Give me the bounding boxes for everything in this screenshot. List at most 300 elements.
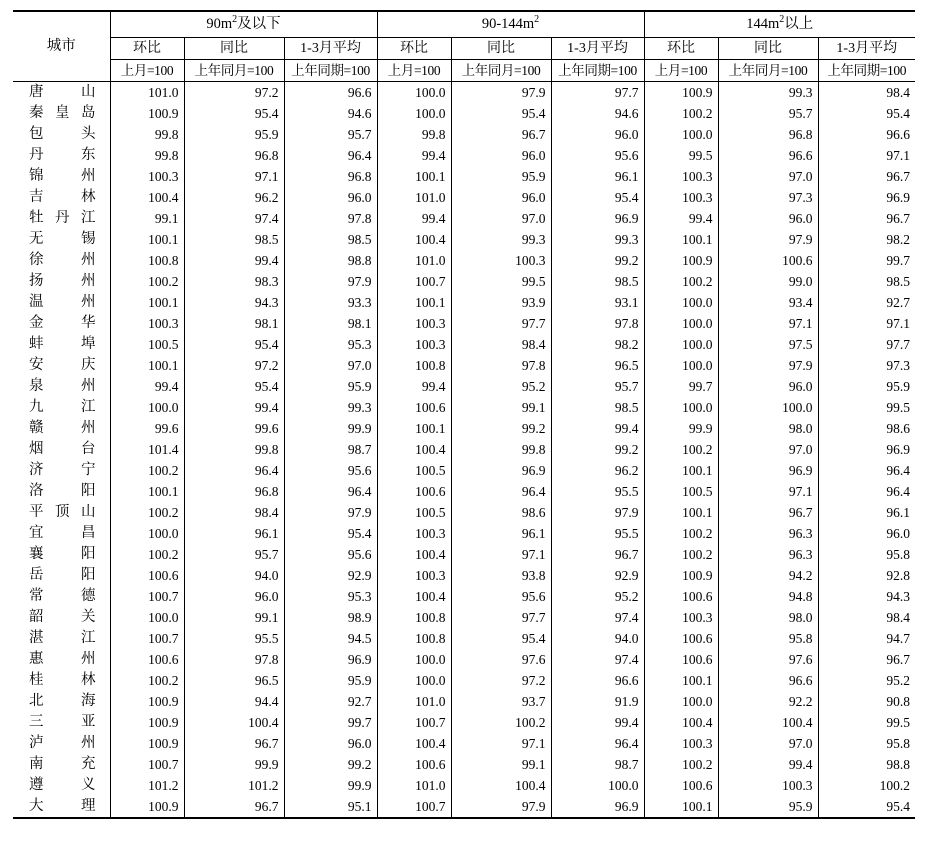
index-value: 93.7 <box>451 691 551 712</box>
city-name: 大理 <box>13 796 110 818</box>
index-value: 100.2 <box>451 712 551 733</box>
index-value: 99.4 <box>184 250 284 271</box>
index-value: 98.1 <box>284 313 377 334</box>
index-value: 99.1 <box>451 754 551 775</box>
index-value: 96.2 <box>551 460 644 481</box>
index-value: 97.5 <box>718 334 818 355</box>
index-value: 98.1 <box>184 313 284 334</box>
index-value: 95.7 <box>184 544 284 565</box>
index-value: 100.9 <box>644 82 718 104</box>
index-value: 100.9 <box>110 796 184 818</box>
index-value: 97.0 <box>718 733 818 754</box>
index-value: 96.1 <box>184 523 284 544</box>
index-value: 97.4 <box>551 649 644 670</box>
index-value: 95.6 <box>284 544 377 565</box>
index-value: 99.4 <box>377 376 451 397</box>
table-row <box>13 229 915 250</box>
index-value: 97.1 <box>451 733 551 754</box>
table-row <box>13 628 915 649</box>
city-name: 丹东 <box>13 145 110 166</box>
index-value: 98.5 <box>551 271 644 292</box>
index-value: 97.0 <box>451 208 551 229</box>
table-row <box>13 418 915 439</box>
table-row <box>13 565 915 586</box>
index-value: 99.5 <box>644 145 718 166</box>
index-value: 100.0 <box>377 82 451 104</box>
index-value: 99.4 <box>551 418 644 439</box>
index-value: 100.2 <box>110 670 184 691</box>
index-value: 95.3 <box>284 586 377 607</box>
index-value: 100.4 <box>377 229 451 250</box>
index-value: 98.8 <box>886 757 911 772</box>
base-same-month-last-year: 上年同月=100 <box>718 60 818 82</box>
group-header-90-144: $90-144m^2$ <box>377 11 644 38</box>
index-value: 99.3 <box>451 229 551 250</box>
index-value: 100.0 <box>644 313 718 334</box>
index-value: 100.6 <box>377 754 451 775</box>
index-value: 95.9 <box>284 376 377 397</box>
index-value: 97.7 <box>551 82 644 104</box>
index-value: 96.9 <box>718 460 818 481</box>
index-value: 97.7 <box>886 337 911 352</box>
index-value: 96.4 <box>886 463 911 478</box>
city-name: 平顶山 <box>13 502 110 523</box>
index-value: 96.4 <box>451 481 551 502</box>
index-value: 100.8 <box>110 250 184 271</box>
index-value: 100.0 <box>644 124 718 145</box>
index-value: 91.9 <box>551 691 644 712</box>
index-value: 96.6 <box>886 127 911 142</box>
table-row <box>13 145 915 166</box>
city-name: 锦州 <box>13 166 110 187</box>
index-value: 96.0 <box>718 208 818 229</box>
index-value: 99.3 <box>551 229 644 250</box>
index-value: 97.9 <box>451 82 551 104</box>
index-value: 96.7 <box>184 733 284 754</box>
index-value: 97.1 <box>886 148 911 163</box>
index-value: 96.0 <box>451 187 551 208</box>
index-value: 99.3 <box>718 82 818 104</box>
index-value: 95.6 <box>451 586 551 607</box>
city-name: 湛江 <box>13 628 110 649</box>
index-value: 96.5 <box>551 355 644 376</box>
index-value: 100.2 <box>644 439 718 460</box>
index-value: 97.3 <box>886 358 911 373</box>
index-value: 95.4 <box>551 187 644 208</box>
city-name: 惠州 <box>13 649 110 670</box>
index-value: 94.4 <box>184 691 284 712</box>
index-value: 96.0 <box>551 124 644 145</box>
index-value: 95.9 <box>451 166 551 187</box>
index-value: 100.0 <box>377 670 451 691</box>
index-value: 100.3 <box>377 565 451 586</box>
index-value: 96.8 <box>184 481 284 502</box>
index-value: 99.9 <box>184 754 284 775</box>
index-value: 100.2 <box>644 271 718 292</box>
table-row <box>13 733 915 754</box>
base-last-month: 上月=100 <box>110 60 184 82</box>
index-value: 100.2 <box>110 271 184 292</box>
subheader-mom: 环比 <box>110 38 184 60</box>
city-name: 安庆 <box>13 355 110 376</box>
index-value: 96.0 <box>451 145 551 166</box>
index-value: 100.1 <box>377 166 451 187</box>
base-last-month: 上月=100 <box>377 60 451 82</box>
index-value: 99.7 <box>644 376 718 397</box>
index-value: 98.8 <box>284 250 377 271</box>
index-value: 101.0 <box>377 691 451 712</box>
index-value: 95.5 <box>551 523 644 544</box>
index-value: 94.0 <box>184 565 284 586</box>
index-value: 94.6 <box>551 103 644 124</box>
index-value: 95.9 <box>284 670 377 691</box>
index-value: 94.2 <box>718 565 818 586</box>
index-value: 100.0 <box>644 355 718 376</box>
index-value: 100.6 <box>644 586 718 607</box>
index-value: 100.9 <box>644 250 718 271</box>
index-value: 100.1 <box>644 796 718 818</box>
index-value: 100.9 <box>110 691 184 712</box>
city-name: 徐州 <box>13 250 110 271</box>
index-value: 98.2 <box>551 334 644 355</box>
index-value: 90.8 <box>886 694 911 709</box>
index-value: 100.7 <box>110 586 184 607</box>
index-value: 100.2 <box>110 460 184 481</box>
index-value: 96.0 <box>284 187 377 208</box>
index-value: 97.4 <box>551 607 644 628</box>
index-value: 97.9 <box>451 796 551 818</box>
index-value: 95.8 <box>886 736 911 751</box>
index-value: 100.3 <box>644 166 718 187</box>
index-value: 97.9 <box>551 502 644 523</box>
index-value: 96.7 <box>451 124 551 145</box>
index-value: 99.5 <box>886 715 911 730</box>
index-value: 101.4 <box>110 439 184 460</box>
index-value: 98.4 <box>451 334 551 355</box>
index-value: 97.2 <box>184 82 284 104</box>
index-value: 99.9 <box>284 775 377 796</box>
index-value: 94.6 <box>284 103 377 124</box>
index-value: 100.3 <box>377 523 451 544</box>
index-value: 100.0 <box>110 397 184 418</box>
index-value: 92.7 <box>886 295 911 310</box>
index-value: 100.0 <box>110 607 184 628</box>
index-value: 97.0 <box>284 355 377 376</box>
index-value: 96.9 <box>886 442 911 457</box>
index-value: 95.6 <box>284 460 377 481</box>
index-value: 96.4 <box>551 733 644 754</box>
subheader-mom: 环比 <box>644 38 718 60</box>
index-value: 96.7 <box>886 211 911 226</box>
index-value: 95.4 <box>886 106 911 121</box>
index-value: 95.2 <box>886 673 911 688</box>
index-value: 97.9 <box>284 271 377 292</box>
index-value: 96.6 <box>718 670 818 691</box>
index-value: 100.8 <box>377 628 451 649</box>
base-same-month-last-year: 上年同月=100 <box>451 60 551 82</box>
index-value: 100.2 <box>879 778 911 793</box>
index-value: 100.0 <box>718 397 818 418</box>
city-name: 洛阳 <box>13 481 110 502</box>
index-value: 97.7 <box>451 313 551 334</box>
index-value: 98.6 <box>451 502 551 523</box>
index-value: 100.1 <box>644 460 718 481</box>
index-value: 97.1 <box>451 544 551 565</box>
index-value: 100.4 <box>718 712 818 733</box>
index-value: 96.5 <box>184 670 284 691</box>
index-value: 100.2 <box>644 544 718 565</box>
table-row <box>13 103 915 124</box>
index-value: 96.9 <box>451 460 551 481</box>
index-value: 99.5 <box>886 400 911 415</box>
index-value: 95.8 <box>886 547 911 562</box>
city-name: 无锡 <box>13 229 110 250</box>
price-index-table <box>13 10 915 819</box>
index-value: 100.1 <box>110 481 184 502</box>
index-value: 100.5 <box>377 460 451 481</box>
table-row <box>13 649 915 670</box>
index-value: 100.1 <box>644 502 718 523</box>
index-value: 95.9 <box>184 124 284 145</box>
subheader-avg: 1-3月平均 <box>284 38 377 60</box>
table-row <box>13 712 915 733</box>
table-row <box>13 754 915 775</box>
index-value: 97.8 <box>551 313 644 334</box>
index-value: 99.9 <box>284 418 377 439</box>
base-last-month: 上月=100 <box>644 60 718 82</box>
index-value: 93.3 <box>284 292 377 313</box>
city-name: 温州 <box>13 292 110 313</box>
index-value: 100.7 <box>110 754 184 775</box>
index-value: 100.5 <box>110 334 184 355</box>
index-value: 96.1 <box>451 523 551 544</box>
table-body <box>13 82 915 819</box>
index-value: 97.1 <box>718 313 818 334</box>
city-column-header: 城市 <box>13 11 110 82</box>
index-value: 95.2 <box>451 376 551 397</box>
index-value: 97.8 <box>451 355 551 376</box>
index-value: 97.1 <box>184 166 284 187</box>
index-value: 99.5 <box>451 271 551 292</box>
index-value: 99.4 <box>377 208 451 229</box>
index-value: 96.6 <box>284 82 377 104</box>
index-value: 100.8 <box>377 607 451 628</box>
index-value: 100.1 <box>110 229 184 250</box>
index-value: 98.3 <box>184 271 284 292</box>
city-name: 金华 <box>13 313 110 334</box>
index-value: 97.6 <box>451 649 551 670</box>
index-value: 96.7 <box>886 652 911 667</box>
index-value: 95.9 <box>886 379 911 394</box>
index-value: 97.9 <box>284 502 377 523</box>
index-value: 94.7 <box>886 631 911 646</box>
city-name: 唐山 <box>13 82 110 104</box>
index-value: 93.8 <box>451 565 551 586</box>
index-value: 100.1 <box>377 292 451 313</box>
index-value: 100.0 <box>377 103 451 124</box>
index-value: 94.8 <box>718 586 818 607</box>
city-name: 岳阳 <box>13 565 110 586</box>
index-value: 96.3 <box>718 523 818 544</box>
index-value: 98.2 <box>886 232 911 247</box>
index-value: 100.6 <box>644 649 718 670</box>
subheader-mom: 环比 <box>377 38 451 60</box>
index-value: 100.0 <box>644 397 718 418</box>
index-value: 100.6 <box>110 649 184 670</box>
table-row <box>13 460 915 481</box>
index-value: 97.0 <box>718 439 818 460</box>
index-value: 95.7 <box>718 103 818 124</box>
index-value: 99.8 <box>110 145 184 166</box>
index-value: 92.2 <box>718 691 818 712</box>
index-value: 99.7 <box>284 712 377 733</box>
index-value: 100.0 <box>551 775 644 796</box>
index-value: 100.2 <box>110 502 184 523</box>
index-value: 99.4 <box>184 397 284 418</box>
index-value: 100.2 <box>110 544 184 565</box>
index-value: 96.8 <box>184 145 284 166</box>
index-value: 100.8 <box>377 355 451 376</box>
table-row <box>13 439 915 460</box>
index-value: 96.4 <box>184 460 284 481</box>
table-row <box>13 607 915 628</box>
index-value: 100.9 <box>644 565 718 586</box>
index-value: 96.9 <box>551 796 644 818</box>
index-value: 101.2 <box>184 775 284 796</box>
index-value: 96.7 <box>718 502 818 523</box>
subheader-yoy: 同比 <box>718 38 818 60</box>
index-value: 92.7 <box>284 691 377 712</box>
index-value: 99.4 <box>377 145 451 166</box>
city-name: 遵义 <box>13 775 110 796</box>
index-value: 100.3 <box>451 250 551 271</box>
index-value: 100.0 <box>644 691 718 712</box>
index-value: 95.7 <box>551 376 644 397</box>
index-value: 96.4 <box>284 481 377 502</box>
table-row <box>13 250 915 271</box>
index-value: 99.2 <box>551 250 644 271</box>
index-value: 100.4 <box>644 712 718 733</box>
index-value: 95.1 <box>284 796 377 818</box>
index-value: 100.6 <box>718 250 818 271</box>
index-value: 98.5 <box>886 274 911 289</box>
index-value: 100.6 <box>377 481 451 502</box>
index-value: 100.5 <box>644 481 718 502</box>
city-name: 桂林 <box>13 670 110 691</box>
index-value: 101.0 <box>110 82 184 104</box>
city-name: 烟台 <box>13 439 110 460</box>
index-value: 92.9 <box>551 565 644 586</box>
index-value: 100.4 <box>377 586 451 607</box>
index-value: 100.3 <box>718 775 818 796</box>
city-name: 牡丹江 <box>13 208 110 229</box>
index-value: 100.4 <box>110 187 184 208</box>
index-value: 95.4 <box>818 796 915 818</box>
index-value: 95.8 <box>718 628 818 649</box>
index-value: 100.1 <box>377 418 451 439</box>
index-value: 101.0 <box>377 775 451 796</box>
table-row <box>13 124 915 145</box>
index-value: 97.7 <box>451 607 551 628</box>
index-value: 97.6 <box>718 649 818 670</box>
index-value: 100.1 <box>644 670 718 691</box>
table-row <box>13 292 915 313</box>
index-value: 98.4 <box>184 502 284 523</box>
index-value: 98.0 <box>718 418 818 439</box>
index-value: 101.0 <box>377 187 451 208</box>
index-value: 95.2 <box>551 586 644 607</box>
table-row <box>13 523 915 544</box>
index-value: 98.5 <box>551 397 644 418</box>
city-name: 北海 <box>13 691 110 712</box>
base-same-month-last-year: 上年同月=100 <box>184 60 284 82</box>
index-value: 96.8 <box>718 124 818 145</box>
city-name: 韶关 <box>13 607 110 628</box>
table-row <box>13 334 915 355</box>
index-value: 95.5 <box>551 481 644 502</box>
index-value: 100.2 <box>644 103 718 124</box>
index-value: 100.9 <box>110 103 184 124</box>
index-value: 100.4 <box>451 775 551 796</box>
index-value: 98.0 <box>718 607 818 628</box>
index-value: 98.7 <box>284 439 377 460</box>
index-value: 93.1 <box>551 292 644 313</box>
index-value: 95.4 <box>284 523 377 544</box>
table-row <box>13 670 915 691</box>
index-value: 100.4 <box>377 733 451 754</box>
index-value: 99.9 <box>644 418 718 439</box>
city-name: 南充 <box>13 754 110 775</box>
index-value: 99.2 <box>284 754 377 775</box>
index-value: 100.3 <box>377 313 451 334</box>
table-row <box>13 355 915 376</box>
index-value: 99.8 <box>451 439 551 460</box>
city-name: 吉林 <box>13 187 110 208</box>
index-value: 94.3 <box>886 589 911 604</box>
index-value: 100.6 <box>644 628 718 649</box>
base-same-period-last-year: 上年同期=100 <box>818 60 915 82</box>
city-name: 秦皇岛 <box>13 103 110 124</box>
city-name: 济宁 <box>13 460 110 481</box>
index-value: 95.3 <box>284 334 377 355</box>
index-value: 100.5 <box>377 502 451 523</box>
index-value: 96.0 <box>284 733 377 754</box>
index-value: 95.4 <box>184 334 284 355</box>
index-value: 97.8 <box>184 649 284 670</box>
city-name: 蚌埠 <box>13 334 110 355</box>
index-value: 99.0 <box>718 271 818 292</box>
index-value: 98.4 <box>886 610 911 625</box>
city-name: 包头 <box>13 124 110 145</box>
index-value: 97.0 <box>718 166 818 187</box>
index-value: 96.1 <box>551 166 644 187</box>
table-row <box>13 691 915 712</box>
index-value: 96.3 <box>718 544 818 565</box>
index-value: 95.6 <box>551 145 644 166</box>
index-value: 100.4 <box>377 544 451 565</box>
index-value: 100.1 <box>110 355 184 376</box>
index-value: 96.9 <box>284 649 377 670</box>
city-name: 宜昌 <box>13 523 110 544</box>
index-value: 99.3 <box>284 397 377 418</box>
index-value: 93.4 <box>718 292 818 313</box>
index-value: 96.7 <box>551 544 644 565</box>
index-value: 96.8 <box>284 166 377 187</box>
index-value: 99.8 <box>110 124 184 145</box>
index-value: 99.1 <box>110 208 184 229</box>
index-value: 99.8 <box>377 124 451 145</box>
index-value: 99.4 <box>644 208 718 229</box>
